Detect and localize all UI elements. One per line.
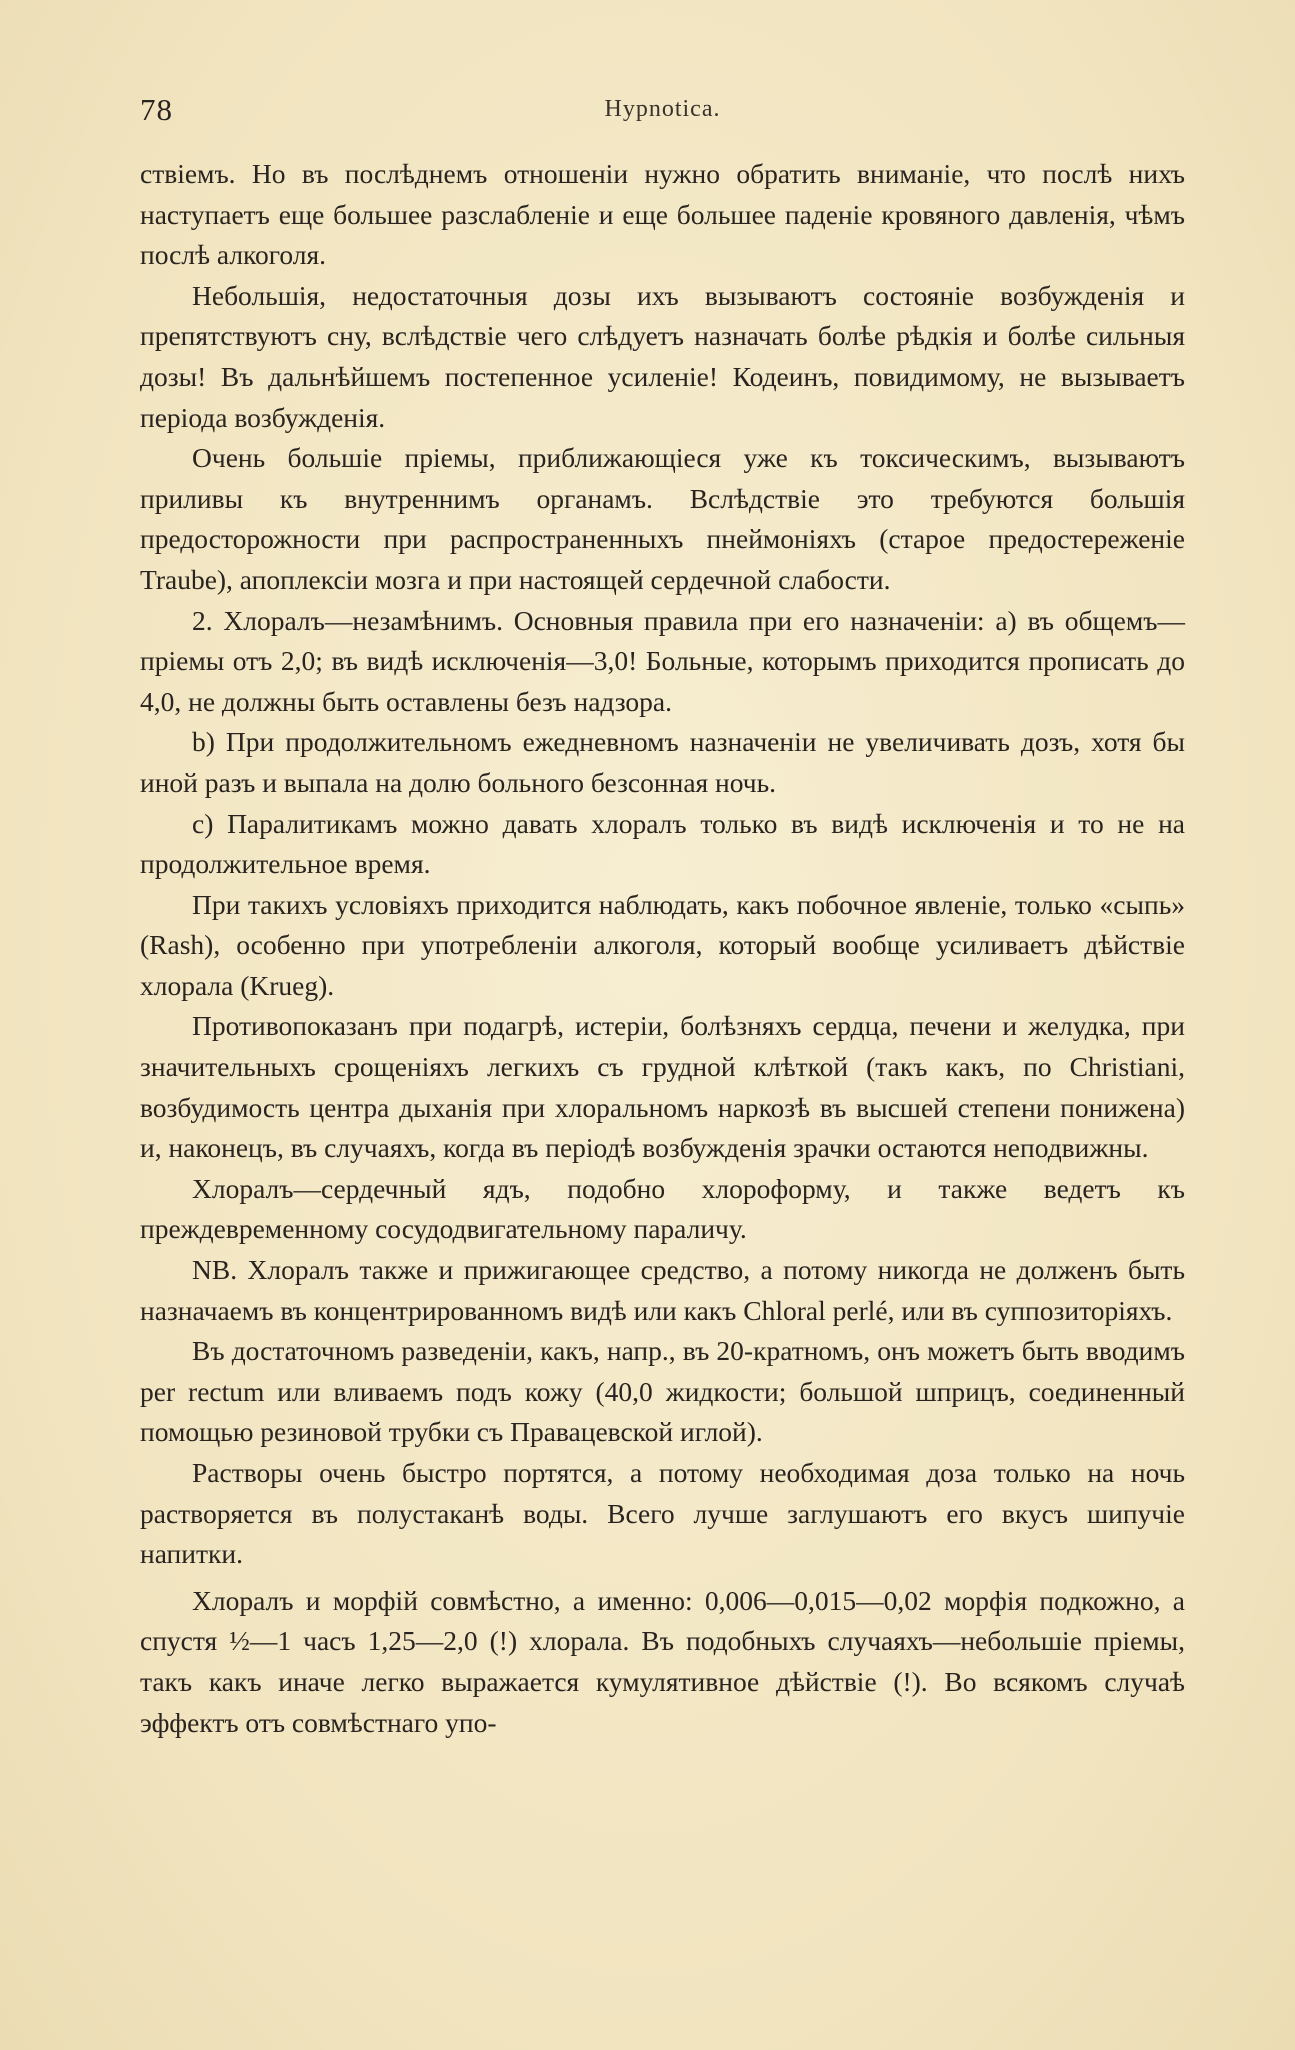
paragraph: b) При продолжительномъ ежедневномъ назначеніи не увеличивать дозъ, хотя бы иной разъ и выпала на долю больного безсонная ночь. — [140, 726, 1185, 798]
running-title: Hypnotica. — [604, 96, 721, 122]
paragraph: При такихъ условіяхъ приходится наблюдать, какъ побочное явленіе, только «сыпь» (Rash), особенно при употребленіи алкоголя, который вообще усиливаетъ дѣйствіе хлорала (Krueg). — [140, 888, 1185, 1001]
page-header — [140, 92, 1185, 132]
paragraph: NB. Хлоралъ также и прижигающее средство, а потому никогда не долженъ быть назначаемъ въ концентрированномъ видѣ или какъ Chloral perlé, или въ суппозиторіяхъ. — [140, 1254, 1185, 1326]
paragraph: Хлоралъ—сердечный ядъ, подобно хлороформу, и также ведетъ къ преждевременному сосудодвигательному параличу. — [140, 1172, 1185, 1245]
paragraph: Въ достаточномъ разведеніи, какъ, напр., въ 20-кратномъ, онъ можетъ быть вводимъ per rectum или вливаемъ подъ кожу (40,0 жидкости; большой шприцъ, соединенный помощью резиновой трубки съ Правацевской иглой). — [140, 1335, 1185, 1448]
paragraph: Небольшія, недостаточныя дозы ихъ вызываютъ состояніе возбужденія и препятствуютъ сну, вслѣдствіе чего слѣдуетъ назначать болѣе рѣдкія и болѣе сильныя дозы! Въ дальнѣйшемъ постепенное усиленіе! Кодеинъ, повидимому, не вызываетъ періода возбужденія. — [140, 279, 1185, 433]
paragraph: ствіемъ. Но въ послѣднемъ отношеніи нужно обратить вниманіе, что послѣ нихъ наступаетъ еще большее разслабленіе и еще большее паденіе кровяного давленія, чѣмъ послѣ алкоголя. — [140, 158, 1185, 271]
paragraph: Растворы очень быстро портятся, а потому необходимая доза только на ночь растворяется въ полустаканѣ воды. Всего лучше заглушаютъ его вкусъ шипучіе напитки. — [140, 1457, 1185, 1570]
body-text — [140, 154, 1185, 1743]
paragraph: Хлоралъ и морфій совмѣстно, а именно: 0,006—0,015—0,02 морфія подкожно, а спустя ½—1 часъ 1,25—2,0 (!) хлорала. Въ подобныхъ случаяхъ—небольшіе пріемы, такъ какъ иначе легко выражается кумулятивное дѣйствіе (!). Во всякомъ случаѣ эффектъ отъ совмѣстнаго упо- — [140, 1584, 1185, 1738]
paragraph: 2. Хлоралъ—незамѣнимъ. Основныя правила при его назначеніи: a) въ общемъ—пріемы отъ 2,0; въ видѣ исключенія—3,0! Больные, которымъ приходится прописать до 4,0, не должны быть оставлены безъ надзора. — [140, 604, 1185, 717]
paragraph: Противопоказанъ при подагрѣ, истеріи, болѣзняхъ сердца, печени и желудка, при значительныхъ срощеніяхъ легкихъ съ грудной клѣткой (такъ какъ, по Christiani, возбудимость центра дыханія при хлоральномъ наркозѣ въ высшей степени понижена) и, наконецъ, въ случаяхъ, когда въ періодѣ возбужденія зрачки остаются неподвижны. — [140, 1010, 1185, 1164]
page-number: 78 — [140, 92, 173, 127]
paragraph: Очень большіе пріемы, приближающіеся уже къ токсическимъ, вызываютъ приливы къ внутреннимъ органамъ. Вслѣдствіе это требуются большія предосторожности при распространенныхъ пнеймоніяхъ (старое предостереженіе Traube), апоплексіи мозга и при настоящей сердечной слабости. — [140, 442, 1185, 595]
paragraph: c) Паралитикамъ можно давать хлоралъ только въ видѣ исключенія и то не на продолжительное время. — [140, 807, 1185, 880]
